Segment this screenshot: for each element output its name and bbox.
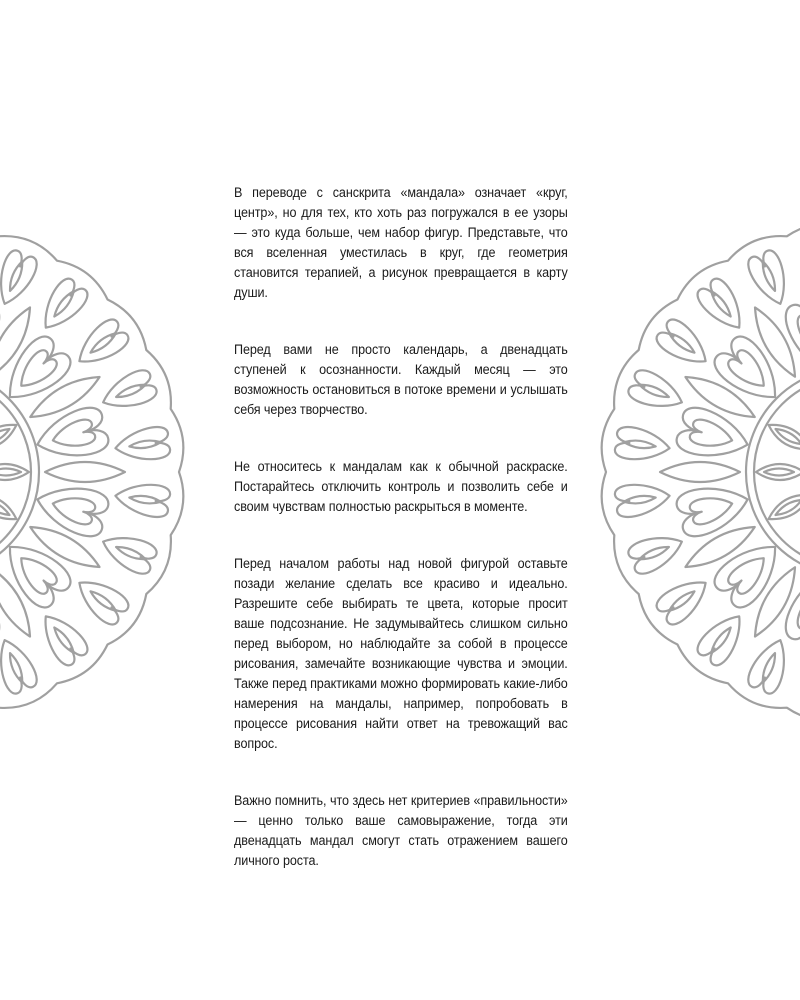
paragraph-calendar: Перед вами не просто календарь, а двенадцать ступеней к осознанности. Каждый месяц — это возможность остановиться в потоке времени и услышать себя через творчество. [234,342,568,417]
paragraph-practice: Перед началом работы над новой фигурой оставьте позади желание сделать все красиво и идеально. Разрешите себе выбирать те цвета, которые просит ваше подсознание. Не задумывайтесь слишком сильно перед выбором, но наблюдайте за собой в процессе рисования, замечайте возникающие чувства и эмоции. Также перед практиками можно формировать какие-либо намерения на мандалы, например, попробовать в процессе рисования найти ответ на тревожащий вас вопрос. [234,556,568,751]
mandala-left-icon [0,212,210,732]
mandala-art [590,212,800,732]
paragraph-approach: Не относитесь к мандалам как к обычной раскраске. Постарайтесь отключить контроль и позволить себе и своим чувствам полностью раскрыться в моменте. [234,459,568,514]
paragraph-intro: В переводе с санскрита «мандала» означает «круг, центр», но для тех, кто хоть раз погружался в ее узоры — это куда больше, чем набор фигур. Представьте, что вся вселенная уместилась в круг, где геометрия становится терапией, а рисунок превращается в карту души. [234,185,568,300]
paragraph-closing: Важно помнить, что здесь нет критериев «правильности» — ценно только ваше самовыражение, тогда эти двенадцать мандал смогут стать отражением вашего личного роста. [234,793,568,868]
mandala-right-icon [590,212,800,732]
text-column [234,183,568,908]
mandala-art [0,212,195,732]
